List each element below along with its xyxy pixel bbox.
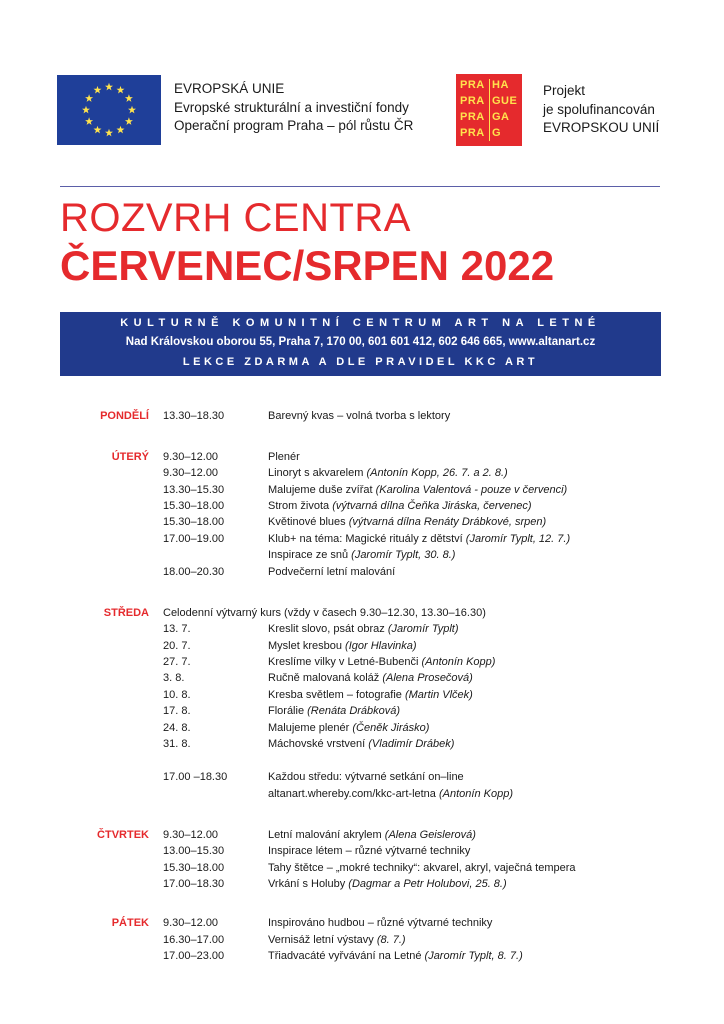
schedule-date: 10. 8.: [163, 689, 191, 701]
schedule-activity: Podvečerní letní malování: [268, 566, 396, 578]
schedule-time: 18.00–20.30: [163, 566, 225, 578]
schedule-time: 9.30–12.00: [163, 451, 219, 463]
banner-address: Nad Královskou oborou 55, Praha 7, 170 00, 601 601 412, 602 646 665, www.altanart.cz: [125, 336, 596, 348]
schedule-time: 15.30–18.00: [163, 500, 225, 512]
schedule-time: 13.00–15.30: [163, 845, 225, 857]
eu-line: Operační program Praha – pól růstu ČR: [174, 118, 414, 133]
eu-line: Evropské strukturální a investiční fondy: [174, 99, 409, 115]
day-label-wednesday: STŘEDA: [103, 607, 149, 619]
praha-logo-row: PRA G: [460, 127, 502, 139]
schedule-date: 31. 8.: [163, 738, 191, 750]
schedule-activity: Myslet kresbou (Igor Hlavinka): [268, 640, 417, 652]
schedule-time: 16.30–17.00: [163, 934, 225, 946]
schedule-activity: Plenér: [268, 451, 300, 463]
banner-center-name: KULTURNĚ KOMUNITNÍ CENTRUM ART NA LETNÉ: [120, 317, 601, 329]
schedule-activity: Tahy štětce – „mokré techniky“: akvarel, akryl, vaječná tempera: [268, 862, 576, 874]
day-label-monday: PONDĚLÍ: [100, 410, 149, 422]
praha-logo-row: PRA GUE: [460, 95, 518, 107]
schedule-time: 17.00–18.30: [163, 878, 225, 890]
schedule-activity: Inspirováno hudbou – různé výtvarné techniky: [268, 917, 493, 929]
header-divider: [60, 186, 660, 187]
schedule-activity: Každou středu: výtvarné setkání on–line: [268, 771, 464, 783]
schedule-activity: Kreslíme vilky v Letné-Bubenči (Antonín Kopp): [268, 656, 496, 668]
schedule-activity: Kresba světlem – fotografie (Martin Vlček): [268, 689, 473, 701]
schedule-activity: Vernisáž letní výstavy (8. 7.): [268, 934, 406, 946]
schedule-time: 9.30–12.00: [163, 467, 219, 479]
schedule-activity: Máchovské vrstvení (Vladimír Drábek): [268, 738, 455, 750]
schedule-activity: Letní malování akrylem (Alena Geislerová): [268, 829, 476, 841]
eu-star-icon: [105, 129, 113, 137]
schedule-time: 15.30–18.00: [163, 516, 225, 528]
schedule-activity: Inspirace ze snů (Jaromír Typlt, 30. 8.): [268, 549, 456, 561]
praha-logo-row: PRA HA: [460, 79, 509, 91]
eu-star-icon: [105, 83, 113, 91]
schedule-date: 17. 8.: [163, 705, 191, 717]
eu-caption: [174, 80, 413, 136]
eu-star-icon: [82, 106, 90, 114]
schedule-activity: Inspirace létem – různé výtvarné techniky: [268, 845, 471, 857]
praha-logo-row: PRA GA: [460, 111, 510, 123]
page-title: ROZVRH CENTRA: [60, 196, 411, 240]
schedule-time: 17.00–23.00: [163, 950, 225, 962]
schedule-date: 24. 8.: [163, 722, 191, 734]
schedule-date: 13. 7.: [163, 623, 191, 635]
eu-star-icon: [94, 126, 102, 134]
eu-flag-logo: [57, 75, 161, 145]
eu-star-icon: [128, 106, 136, 114]
schedule-activity: Linoryt s akvarelem (Antonín Kopp, 26. 7. a 2. 8.): [268, 467, 508, 479]
eu-star-icon: [85, 117, 93, 125]
eu-line: EVROPSKÁ UNIE: [174, 81, 285, 96]
praha-logo: [456, 74, 522, 146]
page-subtitle: ČERVENEC/SRPEN 2022: [60, 242, 555, 289]
schedule-activity: Malujeme plenér (Čeněk Jirásko): [268, 722, 430, 734]
schedule-time: 13.30–18.30: [163, 410, 225, 422]
online-link[interactable]: altanart.whereby.com/kkc-art-letna (Antonín Kopp): [268, 788, 513, 800]
project-line: je spolufinancován: [543, 101, 655, 117]
wednesday-intro: Celodenní výtvarný kurs (vždy v časech 9.30–12.30, 13.30–16.30): [163, 607, 486, 619]
eu-star-icon: [117, 86, 125, 94]
schedule-activity: Květinové blues (výtvarná dílna Renáty Drábkové, srpen): [268, 516, 547, 528]
schedule-activity: Kreslit slovo, psát obraz (Jaromír Typlt): [268, 623, 459, 635]
project-line: Projekt: [543, 83, 586, 98]
project-caption: [543, 82, 659, 138]
schedule-activity: Třiadvacáté vyřvávání na Letné (Jaromír Typlt, 8. 7.): [268, 950, 523, 962]
info-banner: [60, 312, 661, 376]
schedule-activity: Strom života (výtvarná dílna Čeňka Jiráska, červenec): [268, 500, 532, 512]
day-label-thursday: ČTVRTEK: [97, 829, 149, 841]
schedule-date: 27. 7.: [163, 656, 191, 668]
schedule-time: 15.30–18.00: [163, 862, 225, 874]
day-label-tuesday: ÚTERÝ: [111, 451, 149, 463]
schedule-date: 20. 7.: [163, 640, 191, 652]
schedule-activity: Vrkání s Holuby (Dagmar a Petr Holubovi, 25. 8.): [268, 878, 507, 890]
banner-note: LEKCE ZDARMA A DLE PRAVIDEL KKC ART: [182, 356, 539, 368]
schedule-date: 3. 8.: [163, 672, 185, 684]
day-label-friday: PÁTEK: [111, 917, 149, 929]
schedule-time: 9.30–12.00: [163, 829, 219, 841]
eu-star-icon: [94, 86, 102, 94]
eu-star-icon: [117, 126, 125, 134]
project-line: EVROPSKOU UNIÍ: [543, 120, 660, 135]
schedule-activity: Klub+ na téma: Magické rituály z dětství (Jaromír Typlt, 12. 7.): [268, 533, 571, 545]
schedule-time: 9.30–12.00: [163, 917, 219, 929]
schedule-activity: Florálie (Renáta Drábková): [268, 705, 401, 717]
schedule-activity: Barevný kvas – volná tvorba s lektory: [268, 410, 451, 422]
schedule-time: 13.30–15.30: [163, 484, 225, 496]
eu-star-icon: [125, 117, 133, 125]
schedule-activity: Ručně malovaná koláž (Alena Prosečová): [268, 672, 473, 684]
eu-stars-icon: [57, 75, 161, 145]
eu-star-icon: [85, 94, 93, 102]
schedule-time: 17.00 –18.30: [163, 771, 228, 783]
eu-star-icon: [125, 94, 133, 102]
schedule-time: 17.00–19.00: [163, 533, 225, 545]
schedule-activity: Malujeme duše zvířat (Karolina Valentová - pouze v červenci): [268, 484, 568, 496]
